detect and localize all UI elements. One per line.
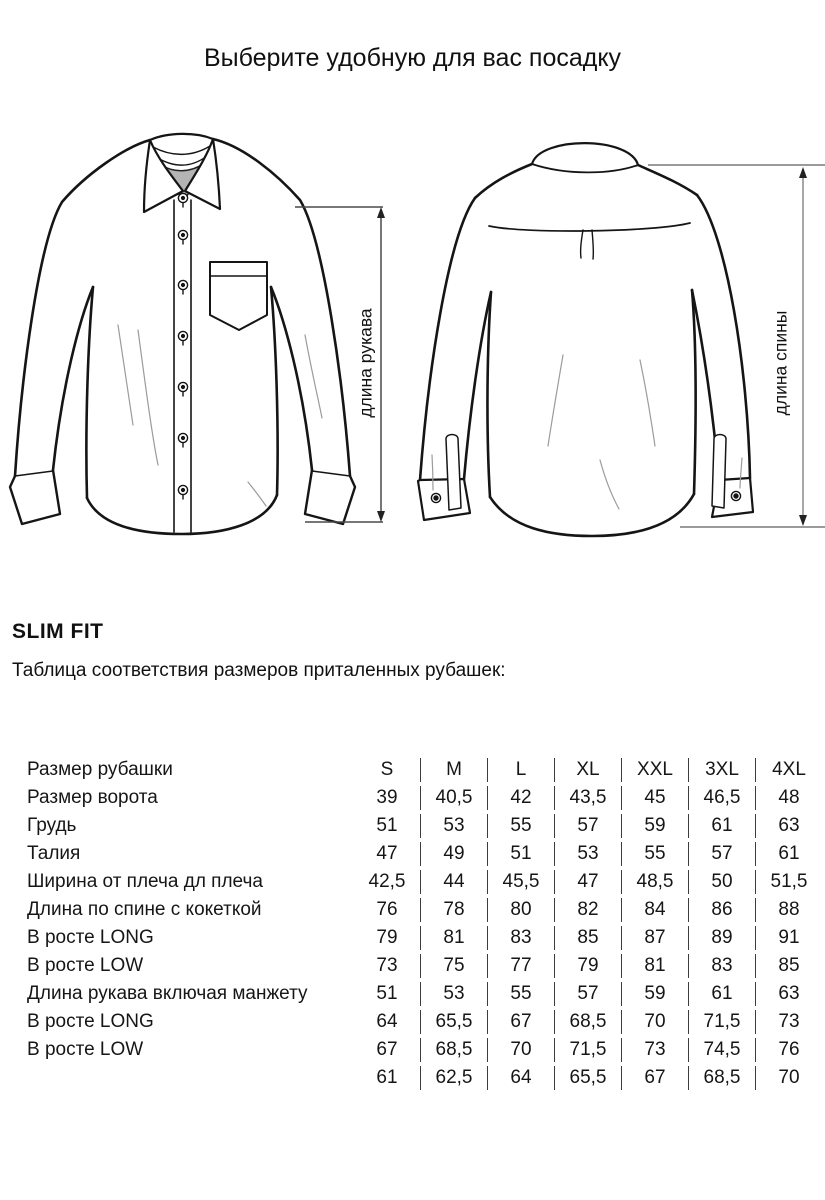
size-cell: 64 (487, 1066, 554, 1090)
size-cell: 59 (621, 814, 688, 838)
size-cell: M (420, 758, 487, 782)
size-cell: 67 (376, 1039, 398, 1060)
size-cell: 55 (487, 814, 554, 838)
table-row (27, 898, 822, 922)
size-cell: 89 (688, 926, 755, 950)
size-cell: 63 (755, 814, 822, 838)
size-cell: 64 (376, 1011, 398, 1032)
slim-fit-heading: SLIM FIT (12, 620, 104, 643)
size-cell: 53 (420, 814, 487, 838)
size-cell: 57 (554, 814, 621, 838)
size-cell: XL (554, 758, 621, 782)
size-cell: 70 (487, 1038, 554, 1062)
size-cell: 76 (376, 899, 398, 920)
size-cell: 68,5 (420, 1038, 487, 1062)
size-cell: 76 (755, 1038, 822, 1062)
table-header-row (27, 758, 822, 782)
size-cell: 45 (621, 786, 688, 810)
size-cell: 84 (621, 898, 688, 922)
size-table (27, 754, 822, 1094)
size-table-body (27, 758, 822, 1090)
table-row (27, 982, 822, 1006)
size-cell: 71,5 (688, 1010, 755, 1034)
size-cell: 86 (688, 898, 755, 922)
size-cell: 48,5 (621, 870, 688, 894)
size-cell: 48 (755, 786, 822, 810)
size-cell: 53 (420, 982, 487, 1006)
size-cell: 63 (755, 982, 822, 1006)
size-cell: 42 (487, 786, 554, 810)
size-cell: 43,5 (554, 786, 621, 810)
size-cell: 61 (688, 814, 755, 838)
table-subtitle: Таблица соответствия размеров приталенных рубашек: (12, 660, 506, 681)
row-label: В росте LOW (27, 955, 144, 976)
size-cell: 59 (621, 982, 688, 1006)
table-row (27, 842, 822, 866)
row-label: В росте LONG (27, 1011, 154, 1032)
size-cell: 80 (487, 898, 554, 922)
table-row (27, 1066, 822, 1090)
size-cell: XXL (621, 758, 688, 782)
page-title: Выберите удобную для вас посадку (203, 44, 622, 72)
size-cell: 40,5 (420, 786, 487, 810)
size-cell: 73 (755, 1010, 822, 1034)
size-cell: 51,5 (755, 870, 822, 894)
size-cell: 83 (487, 926, 554, 950)
size-cell: 51 (376, 815, 398, 836)
size-cell: 46,5 (688, 786, 755, 810)
size-cell: 91 (755, 926, 822, 950)
size-cell: 51 (376, 983, 398, 1004)
row-label: В росте LOW (27, 1039, 144, 1060)
shirt-front-diagram (10, 134, 355, 534)
size-cell: 81 (621, 954, 688, 978)
size-cell: 50 (688, 870, 755, 894)
size-cell: 85 (554, 926, 621, 950)
front-buttons (178, 193, 187, 499)
row-label (27, 1066, 354, 1090)
size-cell: 73 (376, 955, 398, 976)
row-label: Длина по спине с кокеткой (27, 899, 262, 920)
size-cell: 67 (621, 1066, 688, 1090)
size-cell: 47 (376, 843, 398, 864)
row-label: Талия (27, 843, 81, 864)
size-cell: 53 (554, 842, 621, 866)
chest-pocket (210, 262, 267, 330)
table-row (27, 1010, 822, 1034)
back-length-arrow (648, 165, 825, 527)
table-row (27, 814, 822, 838)
row-label: Размер рубашки (27, 759, 173, 780)
size-cell: 61 (755, 842, 822, 866)
size-cell: 47 (554, 870, 621, 894)
size-cell: 70 (621, 1010, 688, 1034)
size-cell: 3XL (688, 758, 755, 782)
size-cell: 39 (376, 787, 398, 808)
size-cell: 70 (755, 1066, 822, 1090)
row-label: Размер ворота (27, 787, 158, 808)
size-cell: 75 (420, 954, 487, 978)
size-cell: 61 (688, 982, 755, 1006)
size-cell: 55 (487, 982, 554, 1006)
size-cell: 44 (420, 870, 487, 894)
row-label: Длина рукава включая манжету (27, 983, 308, 1004)
size-cell: 68,5 (688, 1066, 755, 1090)
size-cell: 74,5 (688, 1038, 755, 1062)
size-cell: L (487, 758, 554, 782)
size-cell: 79 (376, 927, 398, 948)
row-label: Ширина от плеча дл плеча (27, 871, 263, 892)
shirt-diagrams (0, 130, 825, 560)
table-row (27, 870, 822, 894)
size-cell: 62,5 (420, 1066, 487, 1090)
size-cell: 51 (487, 842, 554, 866)
table-row (27, 926, 822, 950)
size-cell: 45,5 (487, 870, 554, 894)
size-cell: 49 (420, 842, 487, 866)
size-cell: 87 (621, 926, 688, 950)
size-cell: 71,5 (554, 1038, 621, 1062)
size-cell: 57 (554, 982, 621, 1006)
sleeve-length-label: длина рукава (355, 308, 376, 418)
shirt-line-art (0, 130, 825, 560)
size-cell: 88 (755, 898, 822, 922)
size-cell: 4XL (755, 758, 822, 782)
size-cell: 85 (755, 954, 822, 978)
table-row (27, 954, 822, 978)
size-cell: 65,5 (420, 1010, 487, 1034)
size-cell: 55 (621, 842, 688, 866)
size-cell: 61 (376, 1067, 398, 1088)
size-cell: 79 (554, 954, 621, 978)
size-cell: 68,5 (554, 1010, 621, 1034)
table-row (27, 786, 822, 810)
size-cell: 82 (554, 898, 621, 922)
table-row (27, 1038, 822, 1062)
row-label: В росте LONG (27, 927, 154, 948)
size-cell: 77 (487, 954, 554, 978)
size-cell: 57 (688, 842, 755, 866)
shirt-back-diagram (418, 143, 753, 536)
size-cell: 83 (688, 954, 755, 978)
size-cell: 65,5 (554, 1066, 621, 1090)
row-label: Грудь (27, 815, 77, 836)
size-cell: S (380, 759, 394, 780)
size-cell: 67 (487, 1010, 554, 1034)
size-cell: 73 (621, 1038, 688, 1062)
size-cell: 42,5 (368, 871, 406, 892)
size-cell: 78 (420, 898, 487, 922)
back-length-label: длина спины (770, 310, 791, 416)
size-cell: 81 (420, 926, 487, 950)
